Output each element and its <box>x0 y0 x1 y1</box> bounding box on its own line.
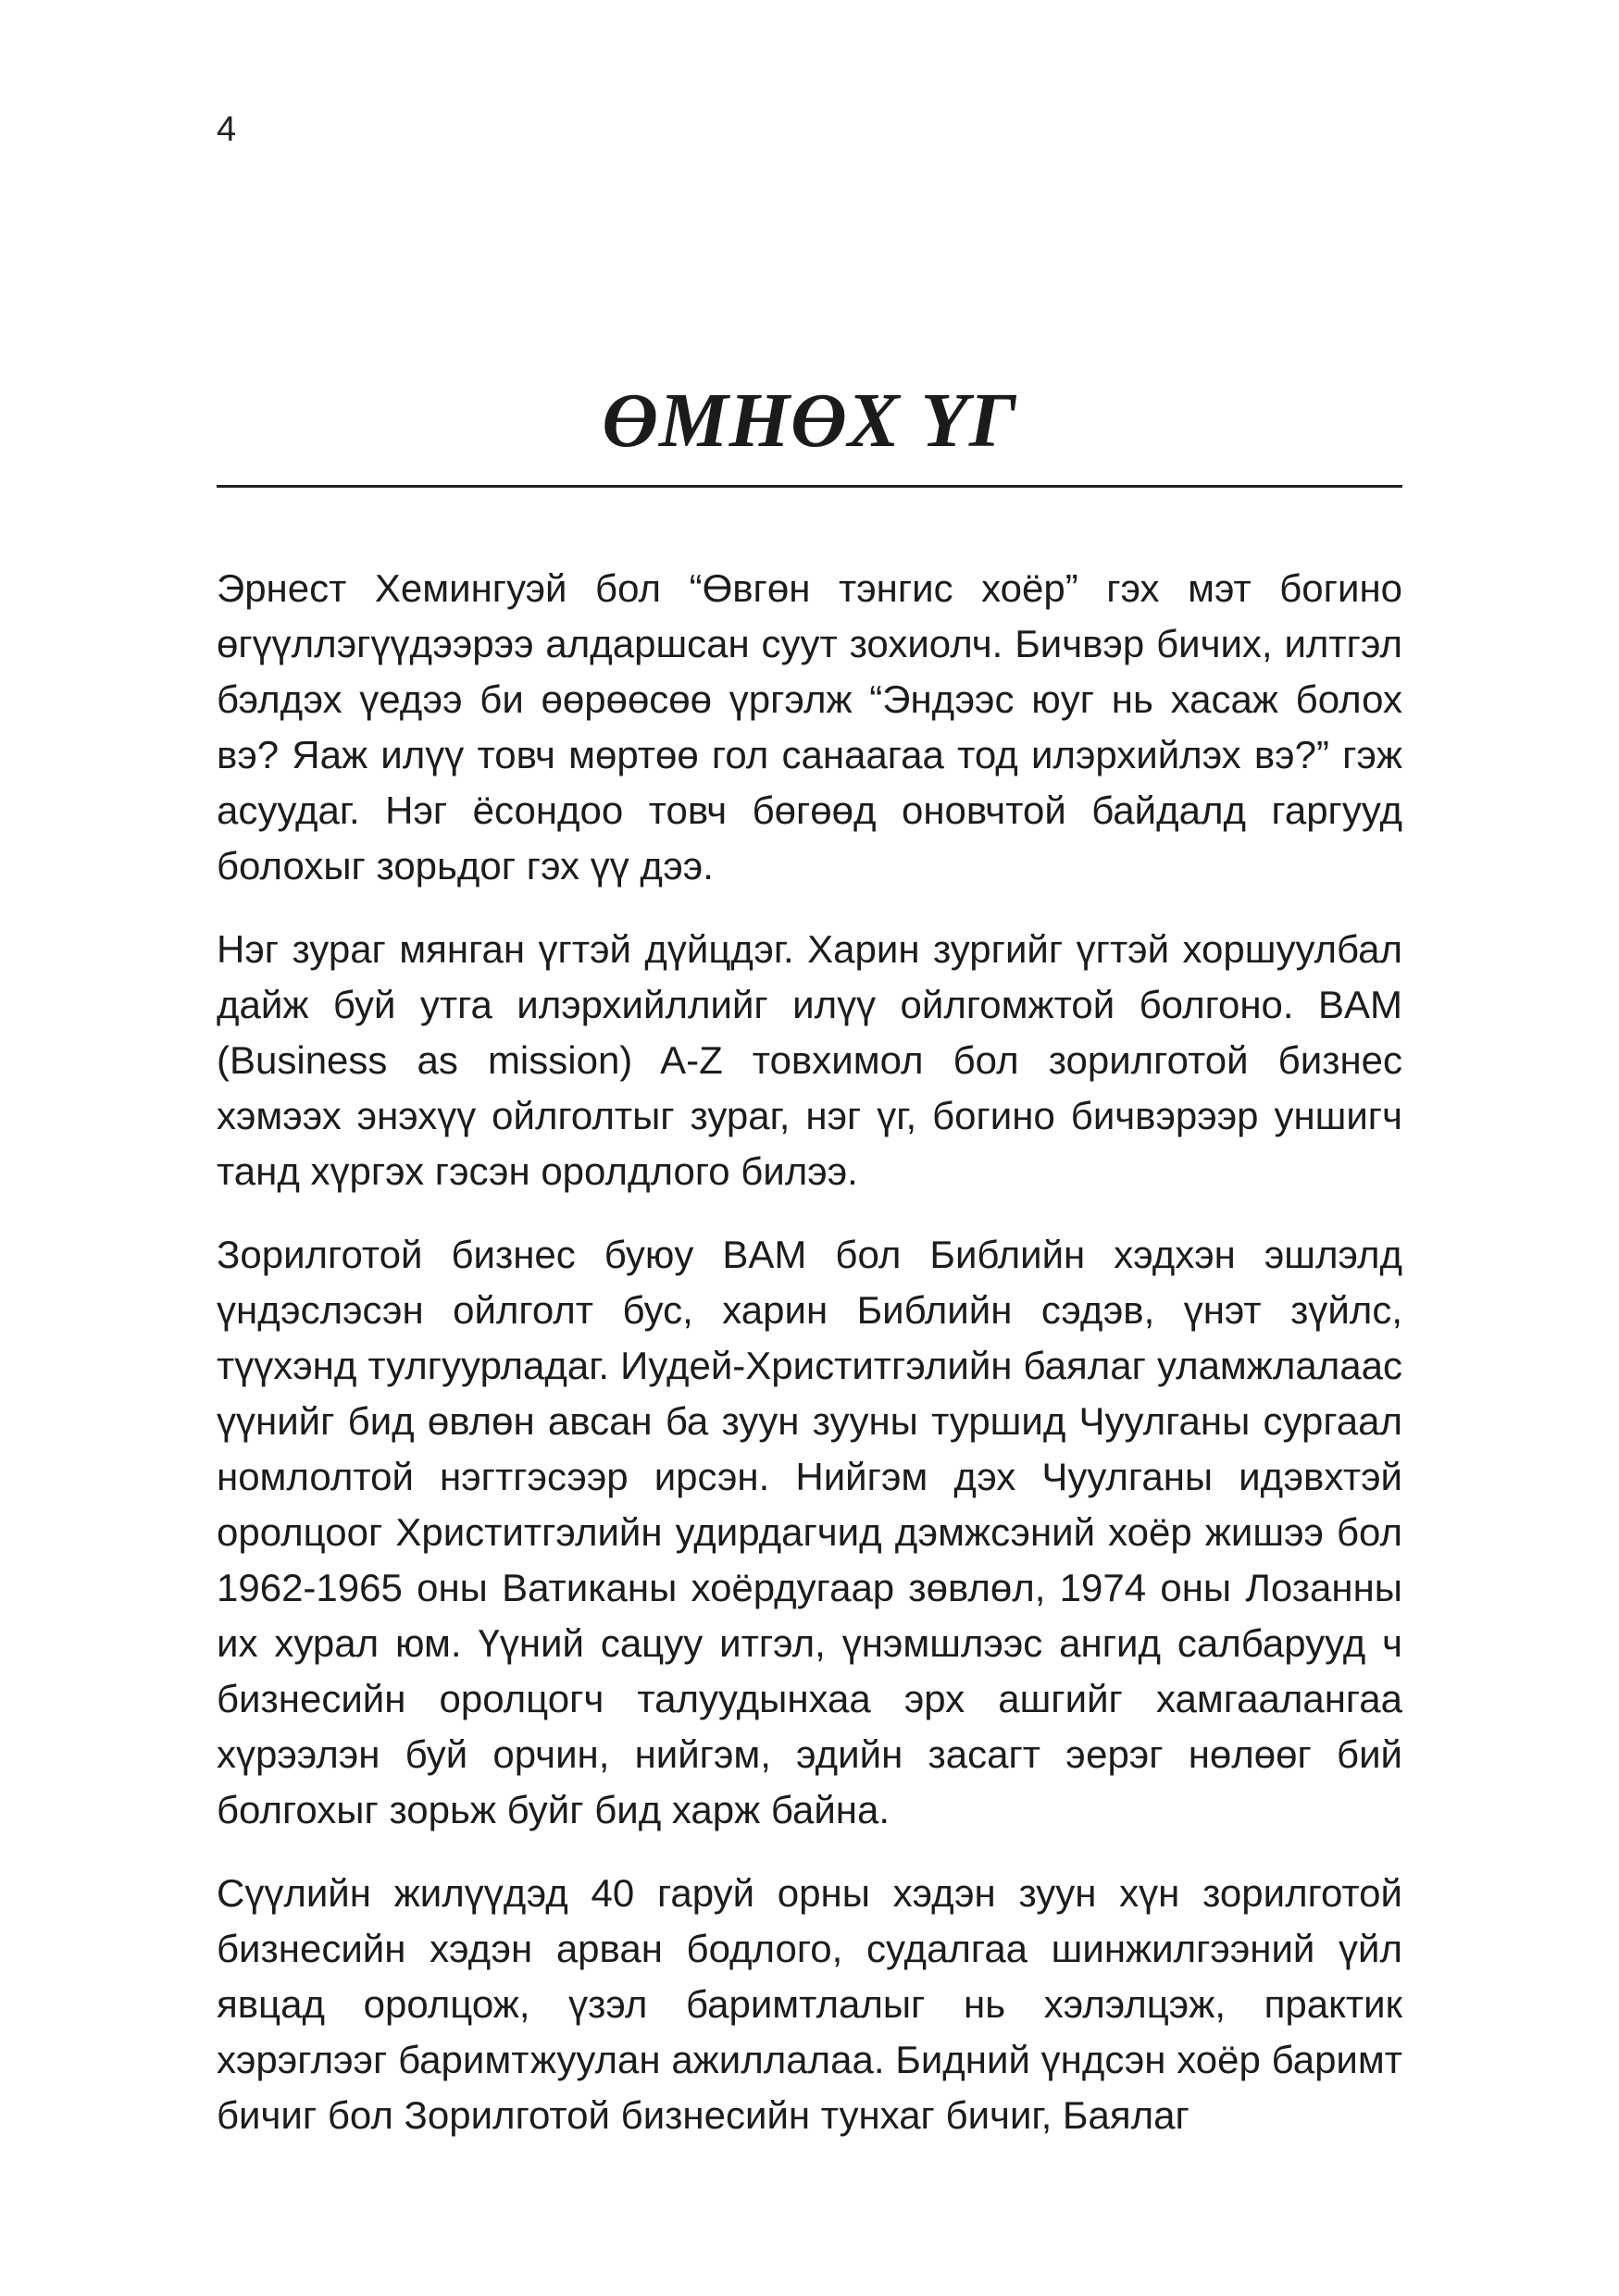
paragraph: Зорилготой бизнес буюу BAM бол Библийн хэдхэн эшлэлд үндэслэсэн ойлголт бус, харин Библийн сэдэв, үнэт зүйлс, түүхэнд тулгуурладаг. Иудей-Христитгэлийн баялаг уламжлалаас үүнийг бид өвлөн авсан ба зуун зууны туршид Чуулганы сургаал номлолтой нэгтгэсээр ирсэн. Нийгэм дэх Чуулганы идэвхтэй оролцоог Христитгэлийн удирдагчид дэмжсэний хоёр жишээ бол 1962-1965 оны Ватиканы хоёрдугаар зөвлөл, 1974 оны Лозанны их хурал юм. Үүний сацуу итгэл, үнэмшлээс ангид салбарууд ч бизнесийн оролцогч талуудынхаа эрх ашгийг хамгаалангаа хүрээлэн буй орчин, нийгэм, эдийн засагт эерэг нөлөөг бий болгохыг зорьж буйг бид харж байна. <box>217 1233 1402 1831</box>
title-divider <box>217 485 1402 488</box>
body-text <box>217 561 1402 2171</box>
paragraph: Сүүлийн жилүүдэд 40 гаруй орны хэдэн зуун хүн зорилготой бизнесийн хэдэн арван бодлого, судалгаа шинжилгээний үйл явцад оролцож, үзэл баримтлалыг нь хэлэлцэж, практик хэрэглээг баримтжуулан ажиллалаа. Бидний үндсэн хоёр баримт бичиг бол Зорилготой бизнесийн тунхаг бичиг, Баялаг <box>217 1871 1402 2137</box>
chapter-title: ӨМНӨХ ҮГ <box>602 378 1017 464</box>
paragraph: Нэг зураг мянган үгтэй дүйцдэг. Харин зургийг үгтэй хоршуулбал дайж буй утга илэрхийллийг илүү ойлгомжтой болгоно. BAM (Business as mission) A-Z товхимол бол зорилготой бизнес хэмээх энэхүү ойлголтыг зураг, нэг үг, богино бичвэрээр уншигч танд хүргэх гэсэн оролдлого билээ. <box>217 927 1402 1193</box>
page-number: 4 <box>217 110 237 149</box>
paragraph: Эрнест Хемингуэй бол “Өвгөн тэнгис хоёр” гэх мэт богино өгүүллэгүүдээрээ алдаршсан суут зохиолч. Бичвэр бичих, илтгэл бэлдэх үедээ би өөрөөсөө үргэлж “Эндээс юуг нь хасаж болох вэ? Яаж илүү товч мөртөө гол санаагаа тод илэрхийлэх вэ?” гэж асуудаг. Нэг ёсондоо товч бөгөөд оновчтой байдалд гаргууд болохыг зорьдог гэх үү дээ. <box>217 566 1402 887</box>
